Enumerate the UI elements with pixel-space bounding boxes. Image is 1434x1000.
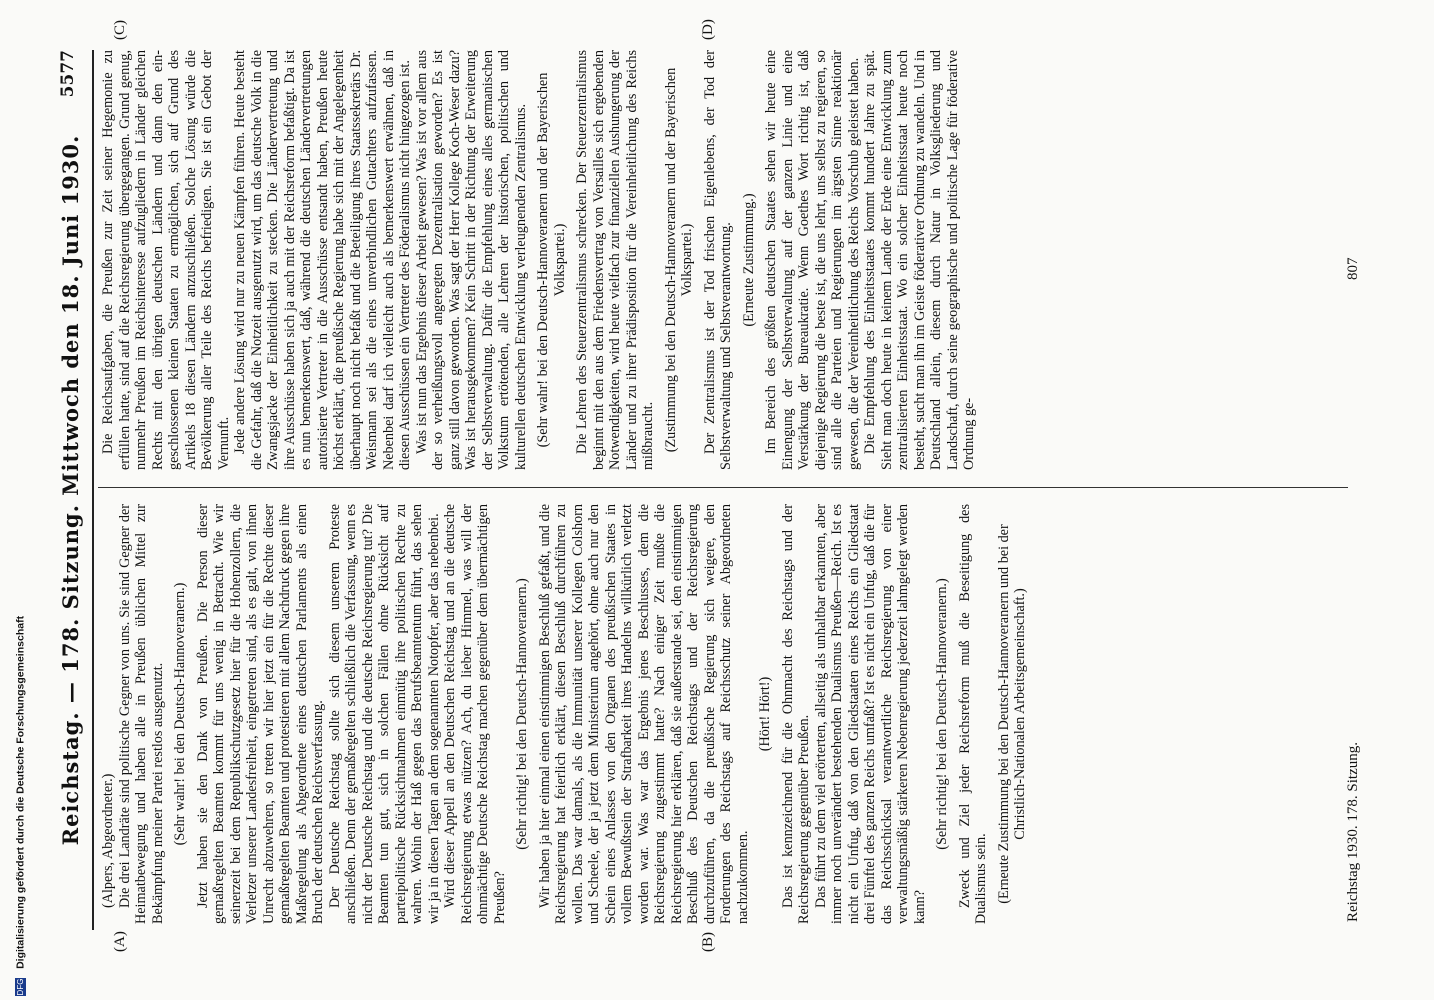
footer-page-number: 807 bbox=[1345, 257, 1361, 280]
interjection-paragraph: (Sehr wahr! bei den Deutsch-Hannoveranern.) bbox=[172, 582, 188, 846]
body-paragraph: Was ist nun das Ergebnis dieser Arbeit gewesen? Was ist vor allem aus der so verheißungsvoll angeregten Dezentralisation geworden? Es ist ganz still davon geworden. Was sagt der Herr Kollege Koch-Weser dazu? Was ist herausgekommen? Kein Schritt in der Richtung der Erweiterung der Selbstverwaltung. Dafür die Empfehlung eines alles germanischen Volkstum ertötenden, alle Lehren der historischen, politischen und kulturellen deutschen Entwicklung verleugnenden Zentralismus. bbox=[413, 50, 529, 470]
body-paragraph: Das ist kennzeichnend für die Ohnmacht des Reichstags und der Reichsregierung gegenüber Preußen. bbox=[779, 504, 812, 924]
body-paragraph: Wir haben ja hier einmal einen einstimmigen Beschluß gefaßt, und die Reichsregierung hat feierlich erklärt, diesen Beschluß durchführen zu wollen. Das war damals, als die Immunität unserer Kollegen Colshorn und Scheele, der ja jetzt dem Ministerium angehört, ohne auch nur den Schein eines Anlasses von den Organen des preußischen Staates in vollem Bewußtsein der Strafbarkeit ihres Handelns willkürlich verletzt worden war. Was war das Ergebnis jenes Beschlusses, dem die Reichsregierung zugestimmt hatte? Nach einiger Zeit mußte die Reichsregierung hier erklären, daß sie außerstande sei, den einstimmigen Beschluß des Deutschen Reichstags und der Reichsregierung durchzuführen, da die preußische Regierung sich weigere, den Forderungen des Reichstags auf Reichsschutz seiner Abgeordneten nachzukommen. bbox=[536, 504, 751, 924]
body-paragraph: Das führt zu dem viel erörterten, allseitig als unhaltbar erkannten, aber immer noch unverändert bestehenden Dualismus Preußen—Reich. Ist es nicht ein Unfug, daß von den Gliedstaaten eines Reichs ein Gliedstaat drei Fünftel des ganzen Reichs umfaßt? Ist es nicht ein Unfug, daß die für das Reichsschicksal verantwortliche Reichsregierung von einer verwaltungsmäßig stärkeren Nebenregierung jederzeit lahmgelegt werden kann? bbox=[812, 504, 928, 924]
margin-mark-a: (A) bbox=[112, 931, 128, 952]
body-paragraph: Die Lehren des Steuerzentralismus schrecken. Der Steuerzentralismus beginnt mit den aus dem Friedensvertrag von Versailles sich ergebenden Notwendigkeiten, wird heute vielfach zur finanziellen Aushungerung der Länder und zu ihrer Prädisposition für die Vereinheitlichung des Reichs mißbraucht. bbox=[574, 50, 656, 470]
margin-mark-c: (C) bbox=[112, 20, 128, 40]
interjection-paragraph: (Hört! Hört!) bbox=[757, 676, 773, 752]
header-page-number: 5577 bbox=[58, 50, 78, 98]
body-paragraph: (Alpers, Abgeordneter.) bbox=[100, 773, 116, 908]
body-paragraph: Im Bereich des größten deutschen Staates sehen wir heute eine Einengung der Selbstverwaltung auf der ganzen Linie und eine Verstärkung der Bureaukratie. Wenn Goethes Wort richtig ist, daß diejenige Regierung die beste ist, die uns lehrt, uns selbst zu regieren, so sind alle die Parteien und Regierungen im ärgsten Sinne reaktionär gewesen, die der Vereinheitlichung des Reichs Vorschub geleistet haben. bbox=[763, 50, 862, 470]
interjection-paragraph: (Erneute Zustimmung bei den Deutsch-Hannoveranern und bei der Christlich-Nationalen Arbeitsgemeinschaft.) bbox=[995, 524, 1028, 904]
left-text-column bbox=[100, 504, 1320, 924]
header-rule bbox=[92, 50, 94, 930]
body-paragraph: Der Zentralismus ist der Tod frischen Eigenlebens, der Tod der Selbstverwaltung und Selbstverantwortung. bbox=[701, 50, 734, 470]
dfg-side-note bbox=[10, 6, 26, 996]
body-paragraph: Die drei Landräte sind politische Gegner von uns. Sie sind Gegner der Heimatbewegung und haben alle in Preußen üblichen Mittel zur Bekämpfung meiner Partei restlos ausgenutzt. bbox=[116, 504, 166, 924]
dfg-funding-note: Digitalisierung gefördert durch die Deutsche Forschungsgemeinschaft bbox=[14, 615, 27, 969]
body-paragraph: Die Empfehlung des Einheitsstaates kommt hundert Jahre zu spät. Sieht man doch heute in keinem Lande der Erde eine Entwicklung zum zentralisierten Einheitsstaat. Wo ein solcher Einheitsstaat heute noch besteht, sucht man ihn im Geiste föderativer Ordnung zu wandeln. Und in Deutschland allein, diesem durch Natur in Volksgliederung und Landschaft, durch seine geographische und politische Lage für föderative Ordnung ge- bbox=[862, 50, 977, 470]
interjection-paragraph: (Sehr wahr! bei den Deutsch-Hannoveranern und der Bayerischen Volkspartei.) bbox=[535, 72, 568, 448]
page-header bbox=[58, 50, 92, 930]
interjection-paragraph: (Sehr richtig! bei den Deutsch-Hannoveranern.) bbox=[514, 578, 530, 850]
column-separator bbox=[98, 487, 1348, 488]
footer-session-label: Reichstag 1930. 178. Sitzung. bbox=[1345, 742, 1361, 922]
body-paragraph: Der Deutsche Reichstag sollte sich diesem unserem Proteste anschließen. Denn der gemaßregelten schließlich die Verfassung, wenn es nicht der Deutsche Reichstag und die deutsche Reichsregierung tut? Die Beamten tun gut, sich in solchen Fällen ohne Rücksicht auf parteipolitische Rücksichtnahmen einmütig ihre politischen Rechte zu wahren. Wohin der Haß gegen das Berufsbeamtentum führt, das sehen wir ja in diesen Tagen an dem sogenannten Notopfer, aber das nebenbei. bbox=[326, 504, 442, 924]
interjection-paragraph: (Sehr richtig! bei den Deutsch-Hannoveranern.) bbox=[934, 578, 950, 850]
header-title: Reichstag. — 178. Sitzung. Mittwoch den 18. Juni 1930. bbox=[58, 134, 83, 846]
dfg-logo: DFG bbox=[16, 978, 25, 996]
body-paragraph: Jetzt haben sie den Dank von Preußen. Die Person dieser gemaßregelten Beamten kommt für uns wenig in Betracht. Wie wir seinerzeit bei dem Republikschutzgesetz hier für die Hohenzollern, die Verletzer unserer Landesfreiheit, eingetreten sind, als es galt, von ihnen Unrecht abzuwehren, so treten wir hier jetzt ein für die Rechte dieser gemaßregelten Beamten und protestieren mit allem Nachdruck gegen ihre Maßregelung als Abgeordnete eines deutschen Parlaments als einen Bruch der deutschen Reichsverfassung. bbox=[194, 504, 326, 924]
body-paragraph: Zweck und Ziel jeder Reichsreform muß die Beseitigung des Dualismus sein. bbox=[956, 504, 989, 924]
margin-mark-b: (B) bbox=[700, 932, 716, 952]
right-text-column bbox=[100, 50, 1320, 470]
body-paragraph: Wird dieser Appell an den Deutschen Reichstag und an die deutsche Reichsregierung etwas nützen? Ach, du lieber Himmel, was will der ohnmächtige Deutsche Reichstag machen gegenüber dem übermächtigen Preußen? bbox=[442, 504, 508, 924]
interjection-paragraph: (Zustimmung bei den Deutsch-Hannoveranern und der Bayerischen Volkspartei.) bbox=[662, 67, 695, 453]
body-paragraph: Jede andere Lösung wird nur zu neuen Kämpfen führen. Heute besteht die Gefahr, daß die Notzeit ausgenutzt wird, um das deutsche Volk in die Zwangsjacke der Einheitlichkeit zu stecken. Die Ländervertretung und ihre Ausschüsse haben sich ja auch mit der Reichsreform befaßtigt. Da ist es nun bemerkenswert, daß, während die deutschen Ländervertretungen autorisierte Vertreter in die Ausschüsse entsandt haben, Preußen heute höchst erklärt, die preußische Regierung habe sich mit der Angelegenheit überhaupt noch nicht befaßt und die Beteiligung ihres Staatssekretärs Dr. Weismann sei als die eines unverbindlichen Gutachters aufzufassen. Nebenbei darf ich vielleicht auch als bemerkenswert erwähnen, daß in diesen Ausschüssen ein Vertreter des Föderalismus nicht hingezogen ist. bbox=[232, 50, 413, 470]
interjection-paragraph: (Erneute Zustimmung.) bbox=[740, 193, 757, 327]
body-paragraph: Die Reichsaufgaben, die Preußen zur Zeit seiner Hegemonie zu erfüllen hatte, sind auf die Reichsregierung übergegangen. Grund genug, nunmehr Preußen im Reichsinteresse aufzugliedern in Länder gleichen Rechts mit den übrigen deutschen Ländern und dann den eingeschlossenen kleinen Staaten zu ermöglichen, sich auf Grund des Artikels 18 diesen Ländern anzuschließen. Solche Lösung würde die Bevölkerung aller Teile des Reichs befriedigen. Sie ist ein Gebot der Vernunft. bbox=[100, 50, 232, 470]
margin-mark-d: (D) bbox=[700, 19, 716, 40]
